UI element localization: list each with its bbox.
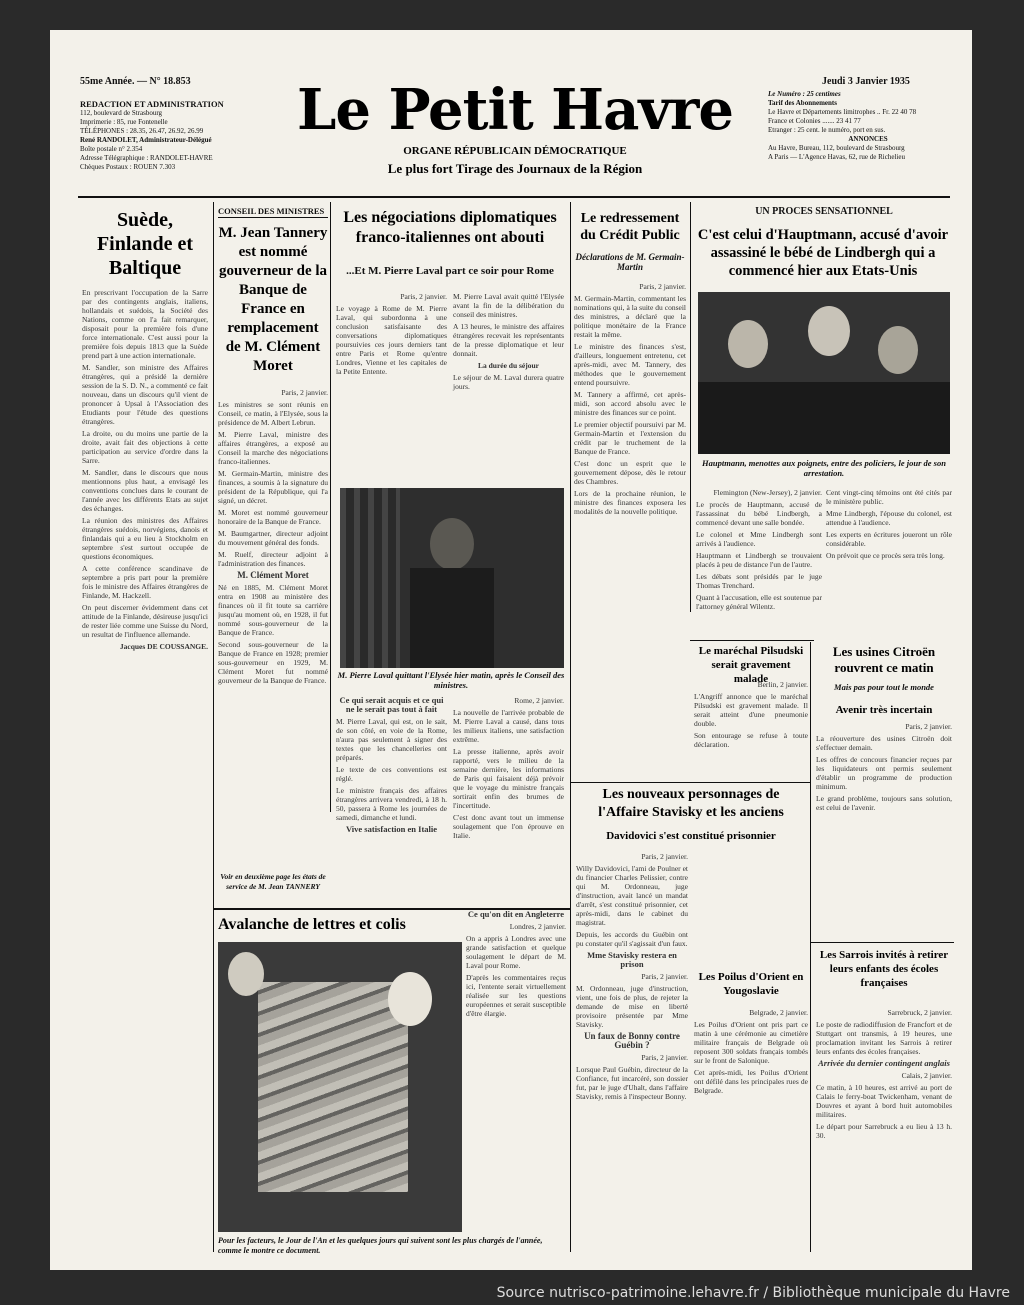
subhead-citroen: Avenir très incertain [835, 704, 933, 716]
paragraph: C'est donc avant tout un immense soulagement que l'on éprouve en Italie. [453, 813, 564, 840]
paragraph: M. Sandler, dans le discours que nous mentionnons plus haut, a envisagé les conventions conclues dans le courant de l'année avec les différents Etats au sujet des échanges. [82, 468, 208, 513]
price-line: France et Colonies ....... 23 41 77 [768, 117, 861, 125]
paragraph: M. Pierre Laval, ministre des affaires étrangères, a exposé au Conseil la marche des négociations franco-italiennes. [218, 430, 328, 466]
dateline: Calais, 2 janvier. [901, 1071, 952, 1080]
article-body-tannery [218, 388, 328, 808]
subhead: M. Clément Moret [237, 570, 309, 580]
masthead-title: Le Petit Havre [296, 77, 734, 143]
headline-tannery: M. Jean Tannery est nommé gouverneur de la Banque de France en remplacement de M. Clément Moret [218, 225, 328, 374]
deck-citroen: Mais pas pour tout le monde [834, 682, 934, 692]
subhead: Ce qui serait acquis et ce qui ne le serait pas tout à fait [339, 696, 444, 714]
paragraph: Cet après-midi, les Poilus d'Orient ont défilé dans les principales rues de Belgrade. [694, 1068, 808, 1095]
paragraph: Le colonel et Mme Lindbergh sont arrivés à l'audience. [696, 530, 822, 548]
paragraph: La presse italienne, après avoir rapporté, vers le milieu de la semaine dernière, les informations de Paris qui faisaient déjà prévoir que le voyage du ministre français sortirait enfin des brumes de l'incertitude. [453, 747, 564, 810]
price-line: Tarif des Abonnements [768, 99, 837, 107]
paragraph: M. Pierre Laval, qui est, on le sait, de son côté, en voie de la Rome, n'aura pas seulement à signer des textes que les chancelleries ont préparés. [336, 717, 447, 762]
masthead-rule [78, 196, 950, 198]
deck-laval: ...Et M. Pierre Laval part ce soir pour Rome [346, 265, 554, 277]
paragraph: Son entourage se refuse à toute déclaration. [694, 731, 808, 749]
dateline: Paris, 2 janvier. [639, 282, 686, 291]
paragraph: La nouvelle de l'arrivée probable de M. Pierre Laval a causé, dans tous les milieux italiens, une satisfaction extrême. [453, 708, 564, 744]
column-rule [213, 202, 214, 1252]
hauptmann-photo-caption: Hauptmann, menottes aux poignets, entre des policiers, le jour de son arrestation. [702, 458, 946, 478]
subhead: La durée du séjour [477, 361, 540, 370]
avalanche-caption: Pour les facteurs, le Jour de l'An et les quelques jours qui suivent sont les plus chargés de l'année, comme le montre ce document. [218, 1236, 543, 1255]
paragraph: Le texte de ces conventions est réglé. [336, 765, 447, 783]
paragraph: Lorsque Paul Guébin, directeur de la Confiance, fut incarcéré, son dossier fut, par le juge d'Uhalt, dans l'affaire Stavisky, remis à l'inspecteur Bonny. [576, 1065, 688, 1101]
article-body-sarrois [816, 1008, 952, 1248]
paragraph: On a appris à Londres avec une grande satisfaction et quelque soulagement le départ de M. Laval pour Rome. [466, 934, 566, 970]
paragraph: La réouverture des usines Citroën doit s'effectuer demain. [816, 734, 952, 752]
article-body-pilsudski [694, 680, 808, 780]
dateline: Paris, 2 janvier. [905, 722, 952, 731]
paragraph: Hauptmann et Lindbergh se trouvaient placés à peu de distance l'un de l'autre. [696, 551, 822, 569]
paragraph: Mme Lindbergh, l'épouse du colonel, est attendue à l'audience. [826, 509, 952, 527]
paragraph: Les Poilus d'Orient ont pris part ce matin à une cérémonie au cimetière militaire français de Belgrade où reposent 300 soldats français tombés sur le front de Salonique. [694, 1020, 808, 1065]
dateline: Paris, 2 janvier. [641, 852, 688, 861]
paragraph: Le séjour de M. Laval durera quatre jours. [453, 373, 564, 391]
subhead: Arrivée du dernier contingent anglais [818, 1058, 950, 1068]
article-body-hauptmann [696, 488, 822, 638]
paragraph: Le premier objectif poursuivi par M. Germain-Martin et l'extension du crédit par le truchement de la Banque de France. [574, 420, 686, 456]
paragraph: Les ministres se sont réunis en Conseil, ce matin, à l'Elysée, sous la présidence de M. Albert Lebrun. [218, 400, 328, 427]
headline-avalanche: Avalanche de lettres et colis [218, 916, 406, 933]
price-line: Le Havre et Départements limitrophes .. Fr. 22 40 78 [768, 108, 917, 116]
paragraph: La droite, ou du moins une partie de la droite, avait fait des objections à cette participation au service d'ordre dans la Sarre. [82, 429, 208, 465]
paragraph: A 13 heures, le ministre des affaires étrangères recevait les représentants de la presse diplomatique et leur donnait. [453, 322, 564, 358]
column-rule [810, 642, 811, 1252]
article-body-stavisky [576, 852, 688, 1250]
article-body-suede [82, 288, 208, 1250]
source-attribution: Source nutrisco-patrimoine.lehavre.fr / Bibliothèque municipale du Havre [496, 1285, 1010, 1301]
signature: Jacques DE COUSSANGE. [119, 642, 208, 651]
article-body-negociations [336, 292, 564, 482]
admin-line: Adresse Télégraphique : RANDOLET-HAVRE [80, 154, 213, 162]
price-line: ANNONCES [848, 135, 888, 143]
paragraph: Depuis, les accords du Guébin ont pu constater qu'il s'agissait d'un faux. [576, 930, 688, 948]
dateline: Belgrade, 2 janvier. [749, 1008, 808, 1017]
see-also-note: Voir en deuxième page les états de service de M. Jean TANNERY [220, 872, 326, 891]
admin-line: TÉLÉPHONES : 28.35, 26.47, 26.92, 26.99 [80, 127, 204, 135]
headline-negociations: Les négociations diplomatiques franco-italiennes ont abouti [343, 209, 557, 246]
column-rule [330, 202, 331, 812]
section-rule [810, 942, 954, 943]
paragraph: M. Ruelf, directeur adjoint à l'administration des finances. [218, 550, 328, 568]
price-line: Le Numéro : 25 centimes [768, 90, 841, 98]
article-body-citroen [816, 722, 952, 940]
paragraph: M. Ordonneau, juge d'instruction, vient, une fois de plus, de rejeter la demande de mise en liberté provisoire présentée par Mme Stavisky. [576, 984, 688, 1029]
section-rule [690, 640, 814, 641]
deck-stavisky: Davidovici s'est constitué prisonnier [606, 830, 776, 842]
paragraph: M. Pierre Laval avait quitté l'Elysée avant la fin de la délibération du conseil des ministres. [453, 292, 564, 319]
paragraph: Ce matin, à 10 heures, est arrivé au port de Calais le ferry-boat Twickenham, venant de Douvres et ayant à bord huit automobiles militaires. [816, 1083, 952, 1119]
dateline: Paris, 2 janvier. [641, 972, 688, 981]
paragraph: Les offres de concours financier reçues par les liquidateurs ont permis seulement d'établir un programme de production minimum. [816, 755, 952, 791]
paragraph: Le voyage à Rome de M. Pierre Laval, qui subordonna à une conclusion satisfaisante des conversations diplomatiques poursuivies ces jours derniers tant entre Paris et Rome qu'entre Londres, Vienne et les capitales de la Petite Entente. [336, 304, 447, 376]
paragraph: M. Germain-Martin, commentant les nominations qui, à la suite du conseil des ministres, a déclaré que la politique monétaire de la France restait la même. [574, 294, 686, 339]
headline-citroen: Les usines Citroën rouvrent ce matin [832, 644, 936, 675]
admin-info [80, 100, 270, 172]
subscription-info [768, 90, 968, 162]
headline-pilsudski: Le maréchal Pilsudski serait gravement malade [698, 645, 804, 685]
article-body-negociations-2 [336, 696, 564, 906]
paragraph: La réunion des ministres des Affaires étrangères suédois, norvégiens, danois et finlandais qui a eu lieu à Stockholm en septembre s'est surtout occupée de questions économiques. [82, 516, 208, 561]
dateline: Sarrebruck, 2 janvier. [887, 1008, 952, 1017]
subhead: Mme Stavisky restera en prison [587, 950, 677, 969]
dateline: Paris, 2 janvier. [281, 388, 328, 397]
paragraph: Les experts en écritures joueront un rôle considérable. [826, 530, 952, 548]
newspaper-page [50, 30, 972, 1270]
paragraph: Quant à l'accusation, elle est soutenue par l'attorney général Wilentz. [696, 593, 822, 611]
paragraph: Second sous-gouverneur de la Banque de France en 1928; premier sous-gouverneur en 1929, M. Clément Moret fut nommé gouverneur de la Banque de France. [218, 640, 328, 685]
admin-line: René RANDOLET, Administrateur-Délégué [80, 136, 212, 144]
subhead: Un faux de Bonny contre Guébin ? [584, 1031, 680, 1050]
paragraph: Le grand problème, toujours sans solution, est celui de l'avenir. [816, 794, 952, 812]
paragraph: Le ministre français des affaires étrangères arrivera vendredi, à 18 h. 50, passera à Rome les journées de samedi, dimanche et lundi. [336, 786, 447, 822]
column-rule [570, 202, 571, 1252]
paragraph: M. Germain-Martin, ministre des finances, a soumis à la signature du président de la République, qui l'a signé, un décret. [218, 469, 328, 505]
price-line: A Paris — L'Agence Havas, 62, rue de Richelieu [768, 153, 905, 161]
admin-line: Chèques Postaux : ROUEN 7.303 [80, 163, 176, 171]
dateline: Flemington (New-Jersey), 2 janvier. [713, 488, 822, 497]
paragraph: On prévoit que ce procès sera très long. [826, 551, 945, 560]
paragraph: M. Moret est nommé gouverneur honoraire de la Banque de France. [218, 508, 328, 526]
headline-hauptmann: C'est celui d'Hauptmann, accusé d'avoir assassiné le bébé de Lindbergh qui a commencé hier aux Etats-Unis [697, 227, 949, 279]
paragraph: M. Sandler, son ministre des Affaires étrangères, qui a présidé la dernière session de la S. D. N., a commenté ce fait nouveau, dans un discours qu'il vient de prononcer à Upsal à l'Association des Etudiants pour l'étude des questions étrangères. [82, 363, 208, 426]
subhead: Vive satisfaction en Italie [345, 824, 438, 834]
paragraph: Le procès de Hauptmann, accusé de l'assassinat du bébé Lindbergh, a commencé devant une salle bondée. [696, 500, 822, 527]
subhead: Ce qu'on dit en Angleterre [467, 910, 565, 919]
paragraph: En prescrivant l'occupation de la Sarre par des contingents anglais, italiens, hollandais et suédois, la Société des Nations, comme on l'a fait remarquer, disposait pour la première fois d'une force internationale. C'est aussi pour la première fois depuis 1813 que la Suède prend part à une action internationale. [82, 288, 208, 360]
laval-photo-caption: M. Pierre Laval quittant l'Elysée hier matin, après le Conseil des ministres. [337, 670, 565, 690]
admin-line: 112, boulevard de Strasbourg [80, 109, 163, 117]
avalanche-photo [218, 942, 462, 1232]
dateline: Londres, 2 janvier. [509, 922, 566, 931]
dateline: Paris, 2 janvier. [400, 292, 447, 301]
article-body-credit [574, 282, 686, 612]
article-body-poilus [694, 1008, 808, 1248]
laval-photo [340, 488, 564, 668]
paragraph: Willy Davidovici, l'ami de Poulner et du financier Charles Pelissier, contre qui M. Ordonneau, juge d'instruction, avait lancé un mandat d'arrêt, s'est constitué prisonnier, cet après-midi, dans le cabinet du magistrat. [576, 864, 688, 927]
deck-germain-martin: Déclarations de M. Germain-Martin [575, 252, 685, 272]
headline-poilus: Les Poilus d'Orient en Yougoslavie [698, 971, 804, 997]
dateline: Paris, 2 janvier. [641, 1053, 688, 1062]
kicker-conseil: CONSEIL DES MINISTRES [218, 206, 328, 218]
price-line: Au Havre, Bureau, 112, boulevard de Strasbourg [768, 144, 905, 152]
issue-number: 55me Année. — N° 18.853 [80, 76, 191, 87]
paragraph: C'est donc un esprit que le gouvernement dépose, dès le retour des Chambres. [574, 459, 686, 486]
paragraph: D'après les commentaires reçus ici, l'entente serait virtuellement réalisée sur les questions européennes et serait susceptible d'être élargie. [466, 973, 566, 1018]
column-rule [690, 202, 691, 612]
price-line: Etranger : 25 cent. le numéro, port en sus. [768, 126, 886, 134]
headline-suede: Suède, Finlande et Baltique [96, 209, 194, 279]
paragraph: Le poste de radiodiffusion de Francfort et de Stuttgart ont transmis, à 19 heures, une proclamation invitant les Sarrois à retirer leurs enfants des écoles françaises. [816, 1020, 952, 1056]
article-body-hauptmann-2 [826, 488, 952, 638]
masthead-tagline: Le plus fort Tirage des Journaux de la Région [387, 161, 643, 176]
paragraph: Le ministre des finances s'est, d'ailleurs, longuement entretenu, cet après-midi, avec M. Tannery, des méthodes que le gouvernement entend poursuivre. [574, 342, 686, 387]
paragraph: M. Tannery a affirmé, cet après-midi, son accord absolu avec le ministre des finances sur ce point. [574, 390, 686, 417]
kicker-proces: UN PROCES SENSATIONNEL [755, 206, 893, 217]
paragraph: Les débats sont présidés par le juge Thomas Trenchard. [696, 572, 822, 590]
headline-credit: Le redressement du Crédit Public [580, 211, 680, 243]
paragraph: A cette conférence scandinave de septembre a pris part pour la première fois le ministre des Affaires étrangères de Finlande, M. Hackzell. [82, 564, 208, 600]
dateline: Berlin, 2 janvier. [757, 680, 808, 689]
headline-stavisky: Les nouveaux personnages de l'Affaire Stavisky et les anciens [598, 787, 784, 820]
admin-title: REDACTION ET ADMINISTRATION [80, 99, 224, 109]
paragraph: Le départ pour Sarrebruck a eu lieu à 13 h. 30. [816, 1122, 952, 1140]
paragraph: Lors de la prochaine réunion, le ministre des finances exposera les modalités de la nouvelle politique. [574, 489, 686, 516]
hauptmann-photo [698, 292, 950, 454]
admin-line: Imprimerie : 85, rue Fontenelle [80, 118, 168, 126]
masthead-subtitle: ORGANE RÉPUBLICAIN DÉMOCRATIQUE [403, 145, 627, 157]
paragraph: On peut discerner évidemment dans cet attitude de la Finlande, désireuse jusqu'ici de rester liée comme une Suisse du Nord, un resultat de l'influence allemande. [82, 603, 208, 639]
paragraph: L'Angriff annonce que le maréchal Pilsudski est gravement malade. Il serait atteint d'une pneumonie double. [694, 692, 808, 728]
paragraph: M. Baumgartner, directeur adjoint du mouvement général des fonds. [218, 529, 328, 547]
admin-line: Boîte postale n° 2.354 [80, 145, 143, 153]
issue-date: Jeudi 3 Janvier 1935 [822, 76, 910, 87]
paragraph: Né en 1885, M. Clément Moret entra en 1908 au ministère des finances où il fit toute sa carrière jusqu'au moment où, en 1928, il fut nommé sous-gouverneur de la Banque de France. [218, 583, 328, 637]
paragraph: Cent vingt-cinq témoins ont été cités par le ministère public. [826, 488, 952, 506]
article-body-angleterre [466, 910, 566, 1250]
headline-sarrois: Les Sarrois invités à retirer leurs enfants des écoles françaises [819, 949, 949, 989]
section-rule [570, 782, 810, 783]
dateline: Rome, 2 janvier. [514, 696, 564, 705]
